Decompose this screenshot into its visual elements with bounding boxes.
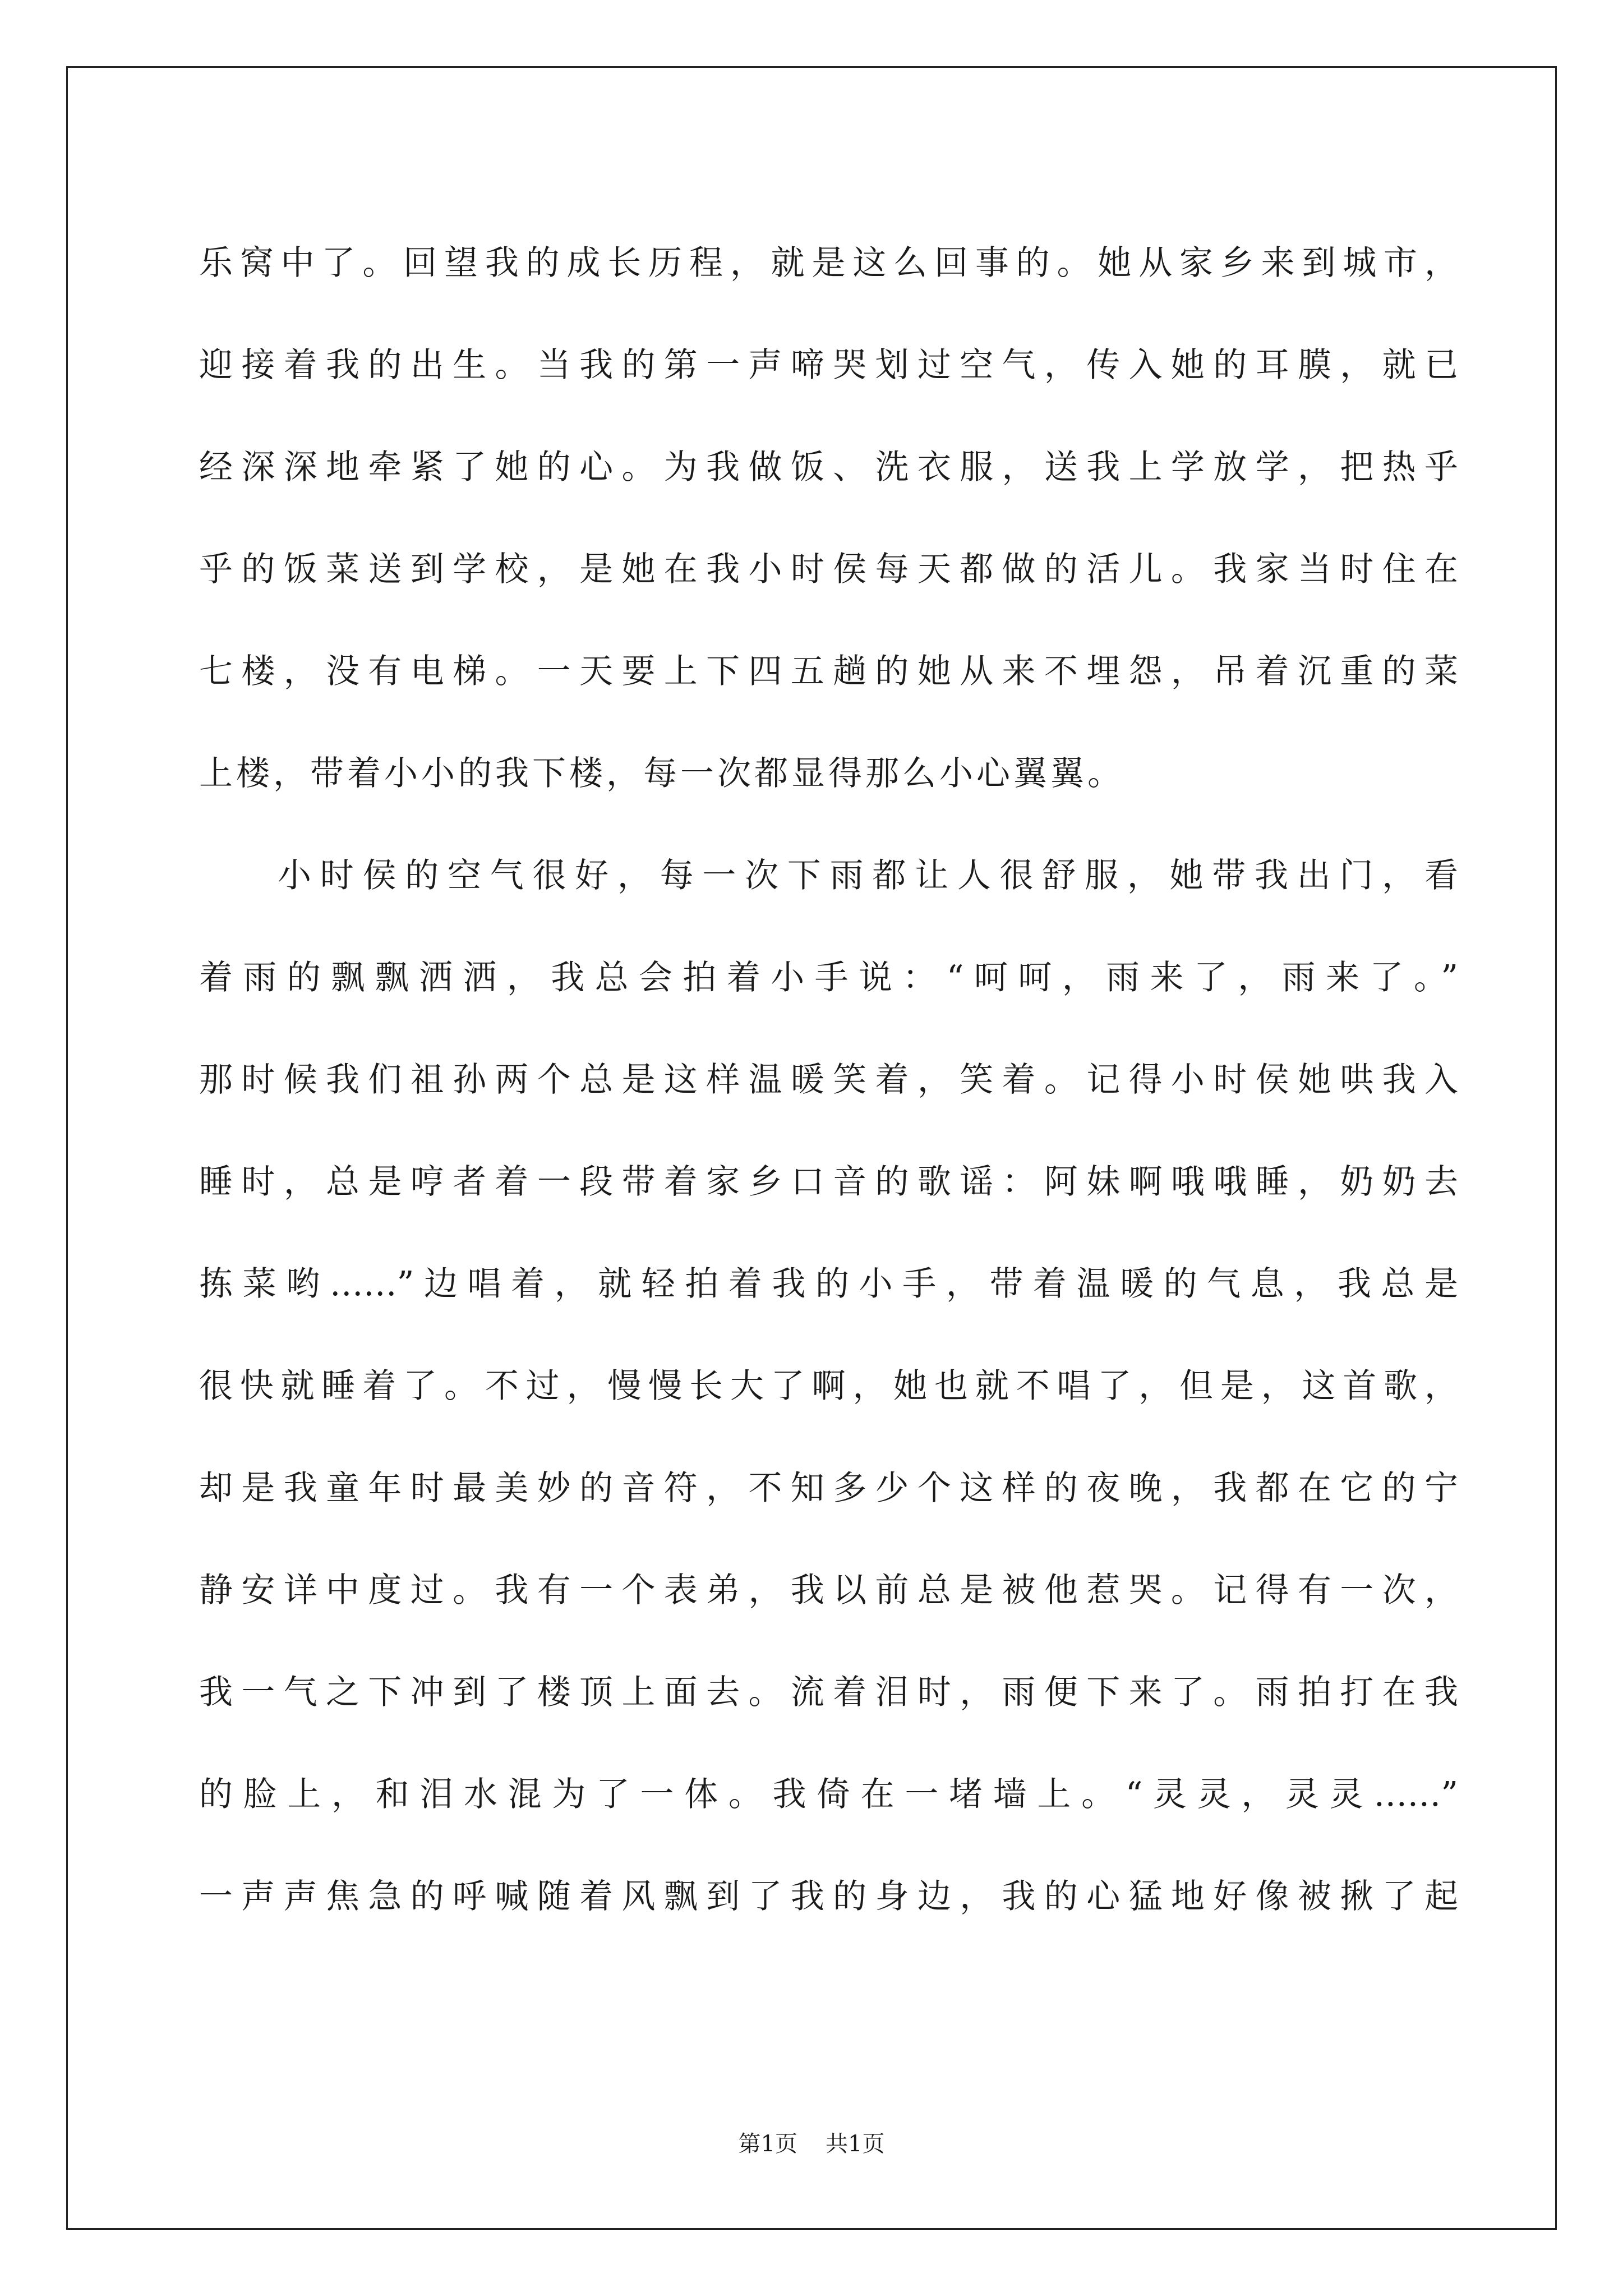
text-line: 一声声焦急的呼喊随着风飘到了我的身边，我的心猛地好像被揪了起	[199, 1877, 1458, 1916]
text-line: 乎的饭菜送到学校，是她在我小时侯每天都做的活儿。我家当时住在	[199, 550, 1458, 589]
page-total: 共1页	[826, 2131, 885, 2157]
text-line: 那时候我们祖孙两个总是这样温暖笑着，笑着。记得小时侯她哄我入	[199, 1060, 1458, 1099]
text-line: 着雨的飘飘洒洒，我总会拍着小手说：“呵呵，雨来了，雨来了。”	[199, 958, 1458, 997]
page-number: 第1页	[738, 2131, 797, 2157]
text-line: 很快就睡着了。不过，慢慢长大了啊，她也就不唱了，但是，这首歌，	[199, 1366, 1458, 1406]
body-text	[199, 212, 1458, 1948]
text-line: 我一气之下冲到了楼顶上面去。流着泪时，雨便下来了。雨拍打在我	[199, 1673, 1458, 1712]
text-line: 迎接着我的出生。当我的第一声啼哭划过空气，传入她的耳膜，就已	[199, 346, 1458, 385]
text-line: 七楼，没有电梯。一天要上下四五趟的她从来不埋怨，吊着沉重的菜	[199, 652, 1458, 691]
text-line: 静安详中度过。我有一个表弟，我以前总是被他惹哭。记得有一次，	[199, 1571, 1458, 1610]
text-line: 拣菜哟……”边唱着，就轻拍着我的小手，带着温暖的气息，我总是	[199, 1264, 1458, 1304]
text-line: 乐窝中了。回望我的成长历程，就是这么回事的。她从家乡来到城市，	[199, 243, 1458, 283]
text-line-paragraph-start: 小时侯的空气很好，每一次下雨都让人很舒服，她带我出门，看	[278, 856, 1458, 895]
text-line: 的脸上，和泪水混为了一体。我倚在一堵墙上。“灵灵，灵灵……”	[199, 1775, 1458, 1814]
text-line: 却是我童年时最美妙的音符，不知多少个这样的夜晚，我都在它的宁	[199, 1469, 1458, 1508]
text-line: 上楼，带着小小的我下楼，每一次都显得那么小心翼翼。	[199, 754, 1124, 793]
text-line: 经深深地牵紧了她的心。为我做饭、洗衣服，送我上学放学，把热乎	[199, 448, 1458, 487]
text-line: 睡时，总是哼者着一段带着家乡口音的歌谣：阿妹啊哦哦睡，奶奶去	[199, 1162, 1458, 1202]
page-footer	[0, 2126, 1623, 2158]
